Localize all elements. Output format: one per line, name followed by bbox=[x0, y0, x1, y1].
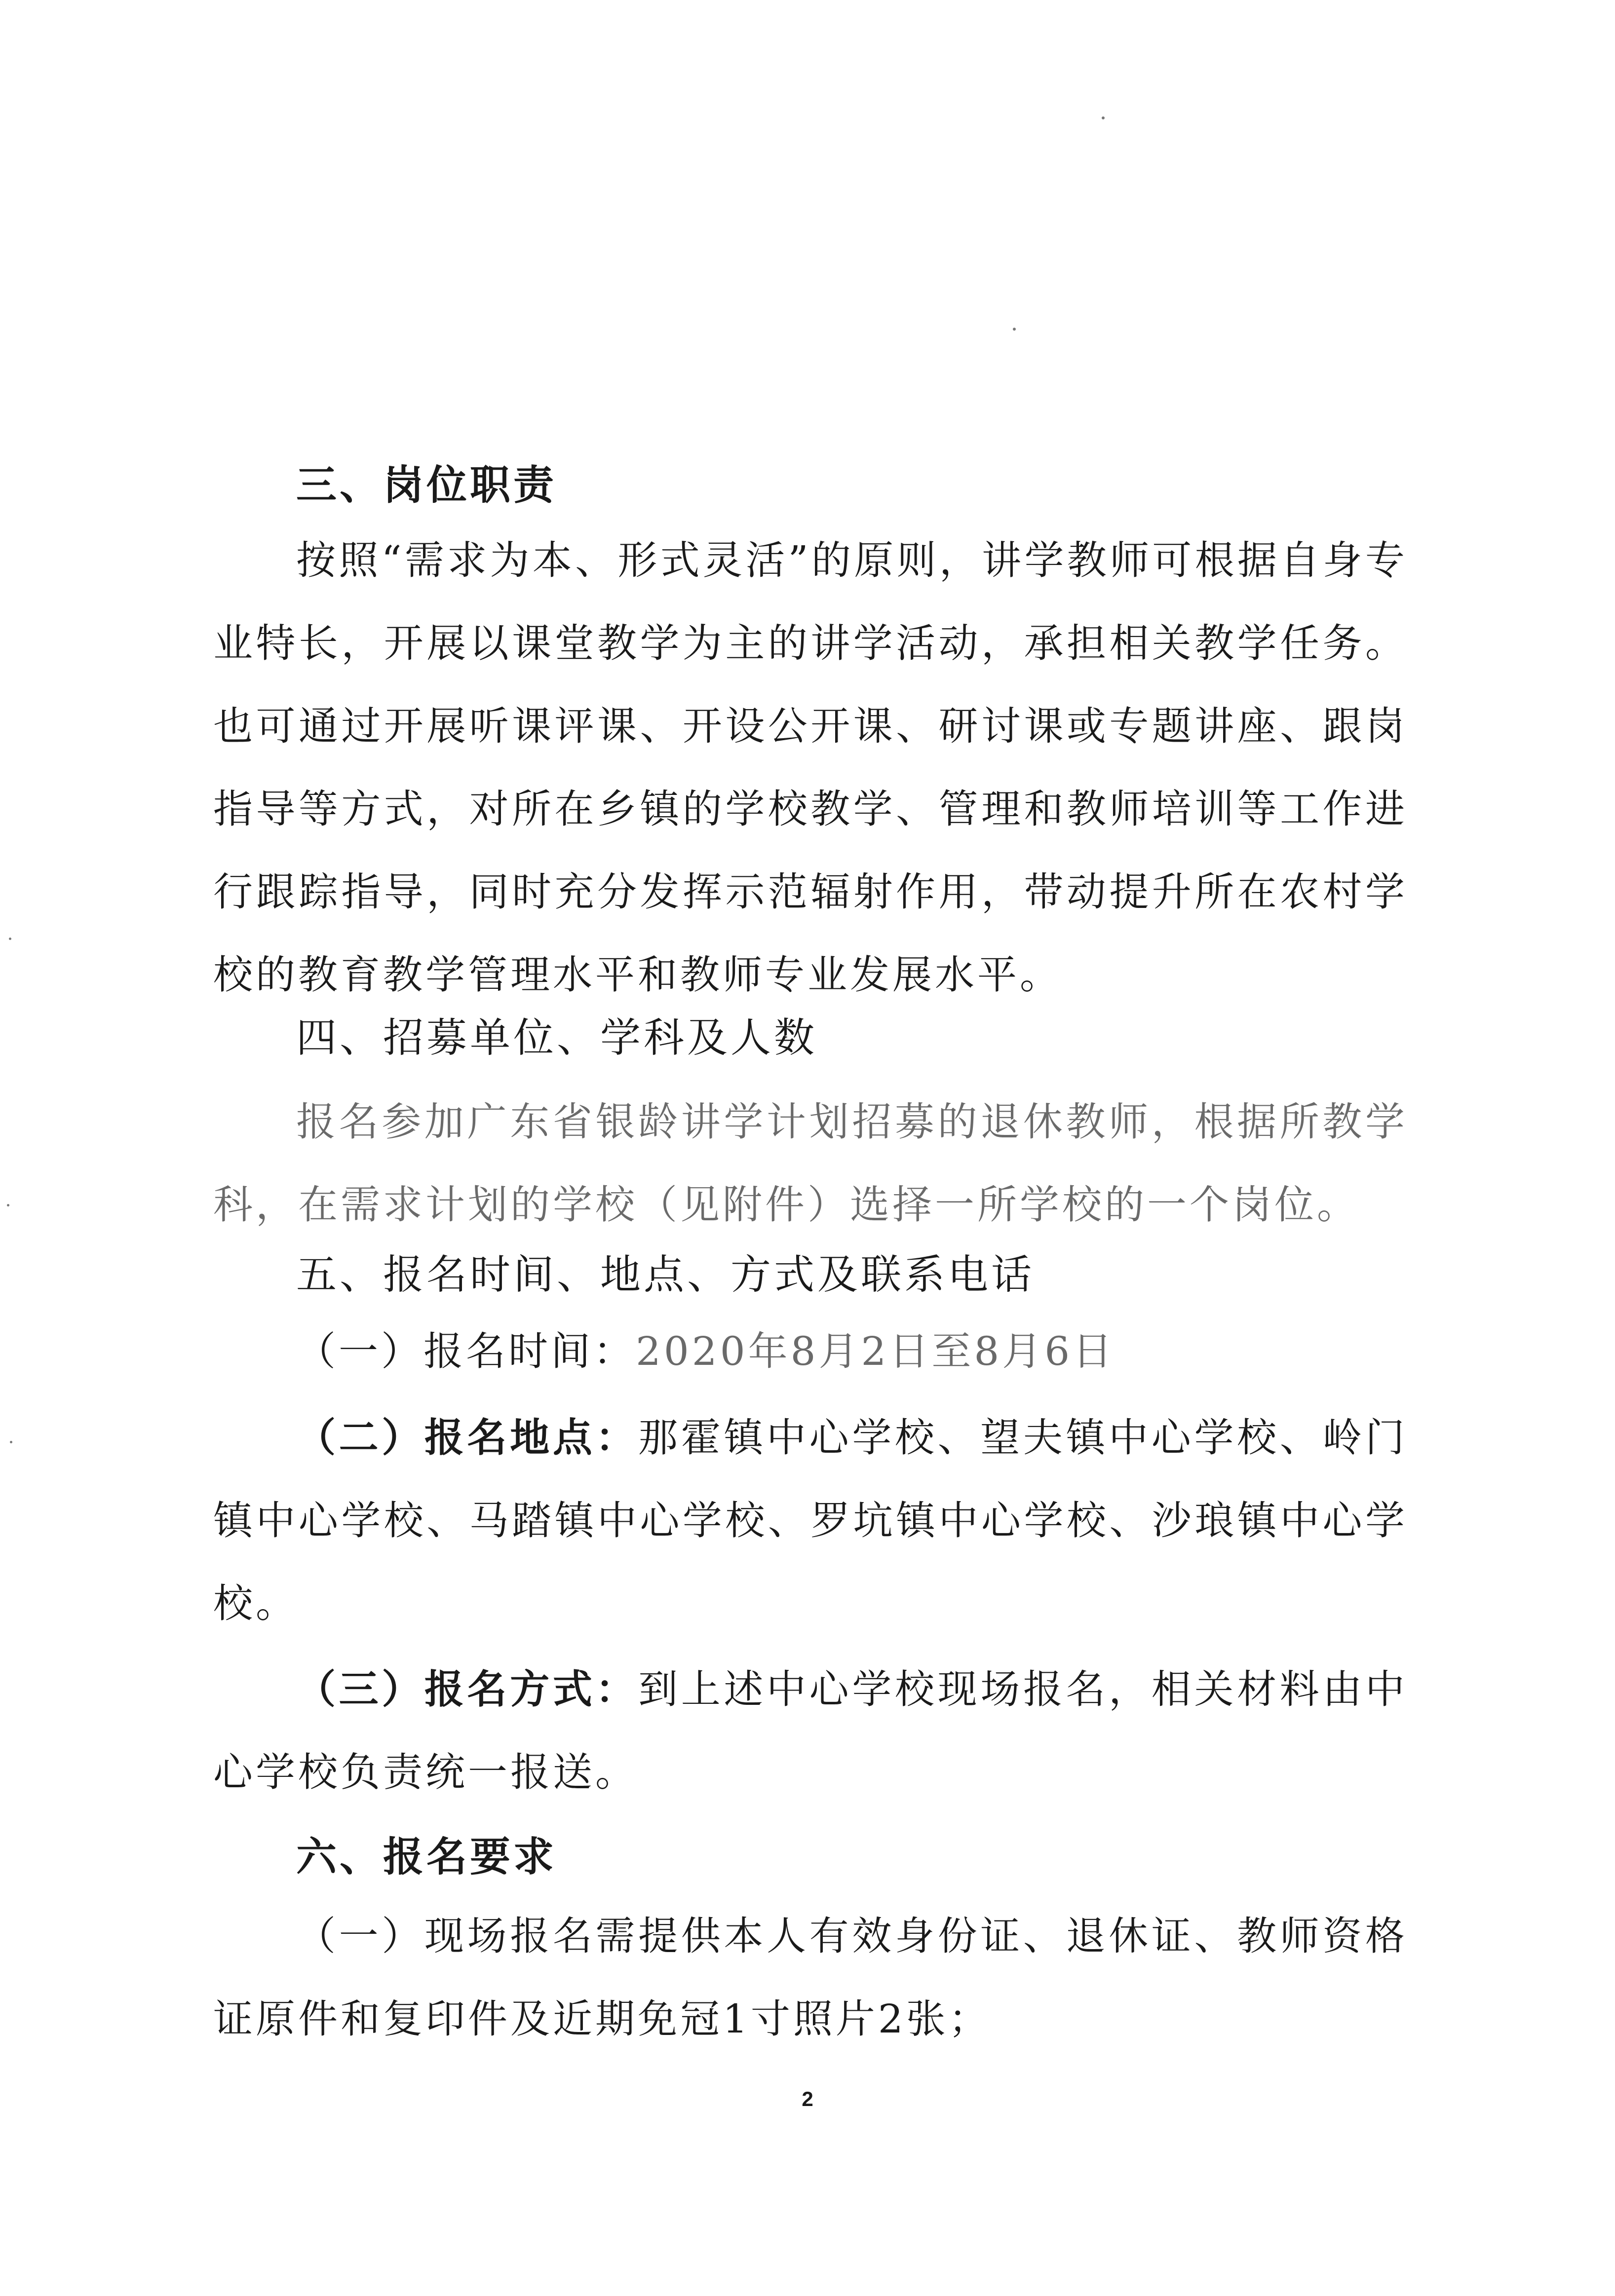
section4-paragraph: 报名参加广东省银龄讲学计划招募的退休教师，根据所教学科，在需求计划的学校（见附件）选择一所学校的一个岗位。 bbox=[213, 1099, 1408, 1228]
signup-method bbox=[213, 1648, 1408, 1814]
signup-method-value: 到上述中心学校现场报名，相关材料由中心学校负责统一报送。 bbox=[213, 1666, 1408, 1795]
section3-paragraph: 按照“需求为本、形式灵活”的原则，讲学教师可根据自身专业特长，开展以课堂教学为主的讲学活动，承担相关教学任务。也可通过开展听课评课、开设公开课、研讨课或专题讲座、跟岗指导等方式，对所在乡镇的学校教学、管理和教师培训等工作进行跟踪指导，同时充分发挥示范辐射作用，带动提升所在农村学校的教育教学管理水平和教师专业发展水平。 bbox=[213, 537, 1408, 998]
section6-title: 六、报名要求 bbox=[296, 1834, 557, 1881]
scan-speck bbox=[10, 1441, 12, 1443]
page-number: 2 bbox=[802, 2087, 813, 2110]
scan-speck bbox=[1102, 116, 1105, 119]
section3-title: 三、岗位职责 bbox=[296, 462, 557, 509]
signup-time bbox=[213, 1310, 1408, 1393]
scan-speck bbox=[7, 1204, 9, 1206]
signup-time-label: （一）报名时间： bbox=[296, 1328, 636, 1374]
scan-speck bbox=[9, 938, 11, 940]
section4-title: 四、招募单位、学科及人数 bbox=[296, 1015, 818, 1061]
signup-place bbox=[213, 1396, 1408, 1645]
scan-speck bbox=[1013, 328, 1016, 331]
signup-place-value: 那霍镇中心学校、望夫镇中心学校、岭门镇中心学校、马踏镇中心学校、罗坑镇中心学校、沙琅镇中心学校。 bbox=[213, 1415, 1408, 1626]
requirement-item-1: （一）现场报名需提供本人有效身份证、退休证、教师资格证原件和复印件及近期免冠1寸照片2张； bbox=[213, 1913, 1408, 2042]
signup-place-label: （二）报名地点： bbox=[296, 1415, 639, 1461]
signup-time-value: 2020年8月2日至8月6日 bbox=[636, 1328, 1115, 1374]
section5-title: 五、报名时间、地点、方式及联系电话 bbox=[296, 1251, 1035, 1298]
signup-method-label: （三）报名方式： bbox=[296, 1666, 639, 1712]
